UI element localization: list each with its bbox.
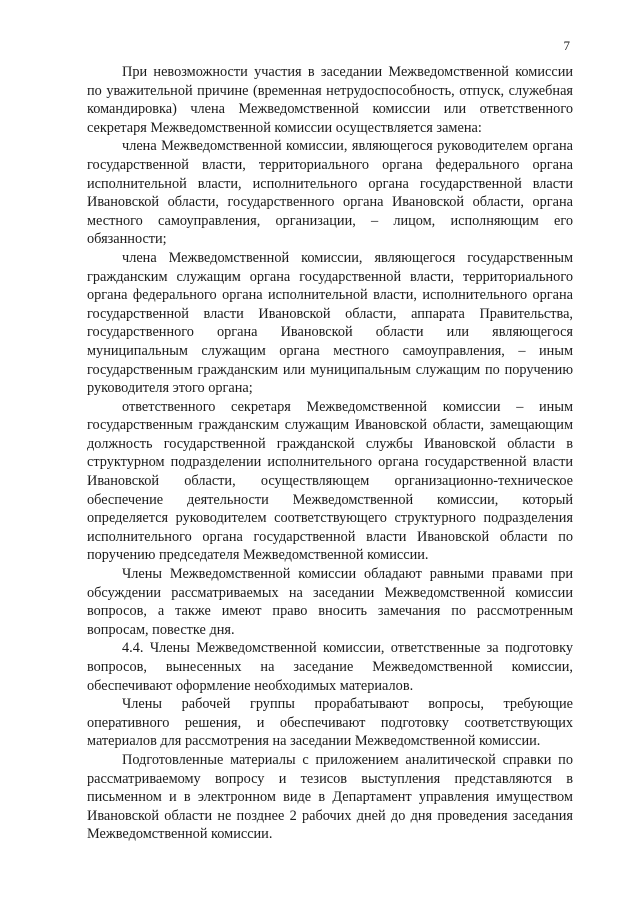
paragraph-equal-rights: Члены Межведомственной комиссии обладают равными правами при обсуждении рассматриваемых на заседании Межведомственной комиссии вопросов, а также имеют право вносить замечания по рассмотренным вопросам, повестке дня.: [87, 566, 573, 638]
paragraph-replacement-intro: При невозможности участия в заседании Межведомственной комиссии по уважительной причине (временная нетрудоспособность, отпуск, служебная командировка) члена Межведомственной комиссии или ответственного секретаря Межведомственной комиссии осуществляется замена:: [87, 64, 573, 136]
paragraph-section-4-4: 4.4. Члены Межведомственной комиссии, ответственные за подготовку вопросов, вынесенных на заседание Межведомственной комиссии, обеспечивают оформление необходимых материалов.: [87, 640, 573, 694]
page-number: 7: [563, 38, 570, 53]
paragraph-working-group: Члены рабочей группы прорабатывают вопросы, требующие оперативного решения, и обеспечивают подготовку соответствующих материалов для рассмотрения на заседании Межведомственной комиссии.: [87, 696, 573, 750]
paragraph-secretary: ответственного секретаря Межведомственной комиссии – иным государственным гражданским служащим Ивановской области, замещающим должность государственной гражданской службы Ивановской области в структурном подразделении исполнительного органа государственной власти Ивановской области, осуществляющем организационно-техническое обеспечение деятельности Межведомственной комиссии, который определяется руководителем соответствующего структурного подразделения исполнительного органа государственной власти Ивановской области по поручению председателя Межведомственной комиссии.: [87, 398, 573, 564]
paragraph-member-civil-servant: члена Межведомственной комиссии, являющегося государственным гражданским служащим органа государственной власти, территориального органа федерального органа исполнительной власти, исполнительного органа государственной власти Ивановской области, аппарата Правительства, государственного органа Ивановской области или являющегося муниципальным служащим органа местного самоуправления, – иным государственным гражданским или муниципальным служащим по поручению руководителя этого органа;: [87, 249, 573, 397]
paragraph-member-head: члена Межведомственной комиссии, являющегося руководителем органа государственной власти, территориального органа федерального органа исполнительной власти, исполнительного органа государственной власти Ивановской области, государственного органа Ивановской области, органа местного самоуправления, организации, – лицом, исполняющим его обязанности;: [87, 138, 573, 248]
paragraph-materials-submission: Подготовленные материалы с приложением аналитической справки по рассматриваемому вопросу и тезисов выступления представляются в письменном и в электронном виде в Департамент управления имуществом Ивановской области не позднее 2 рабочих дней до дня проведения заседания Межведомственной комиссии.: [87, 751, 573, 843]
document-body: [87, 63, 573, 844]
